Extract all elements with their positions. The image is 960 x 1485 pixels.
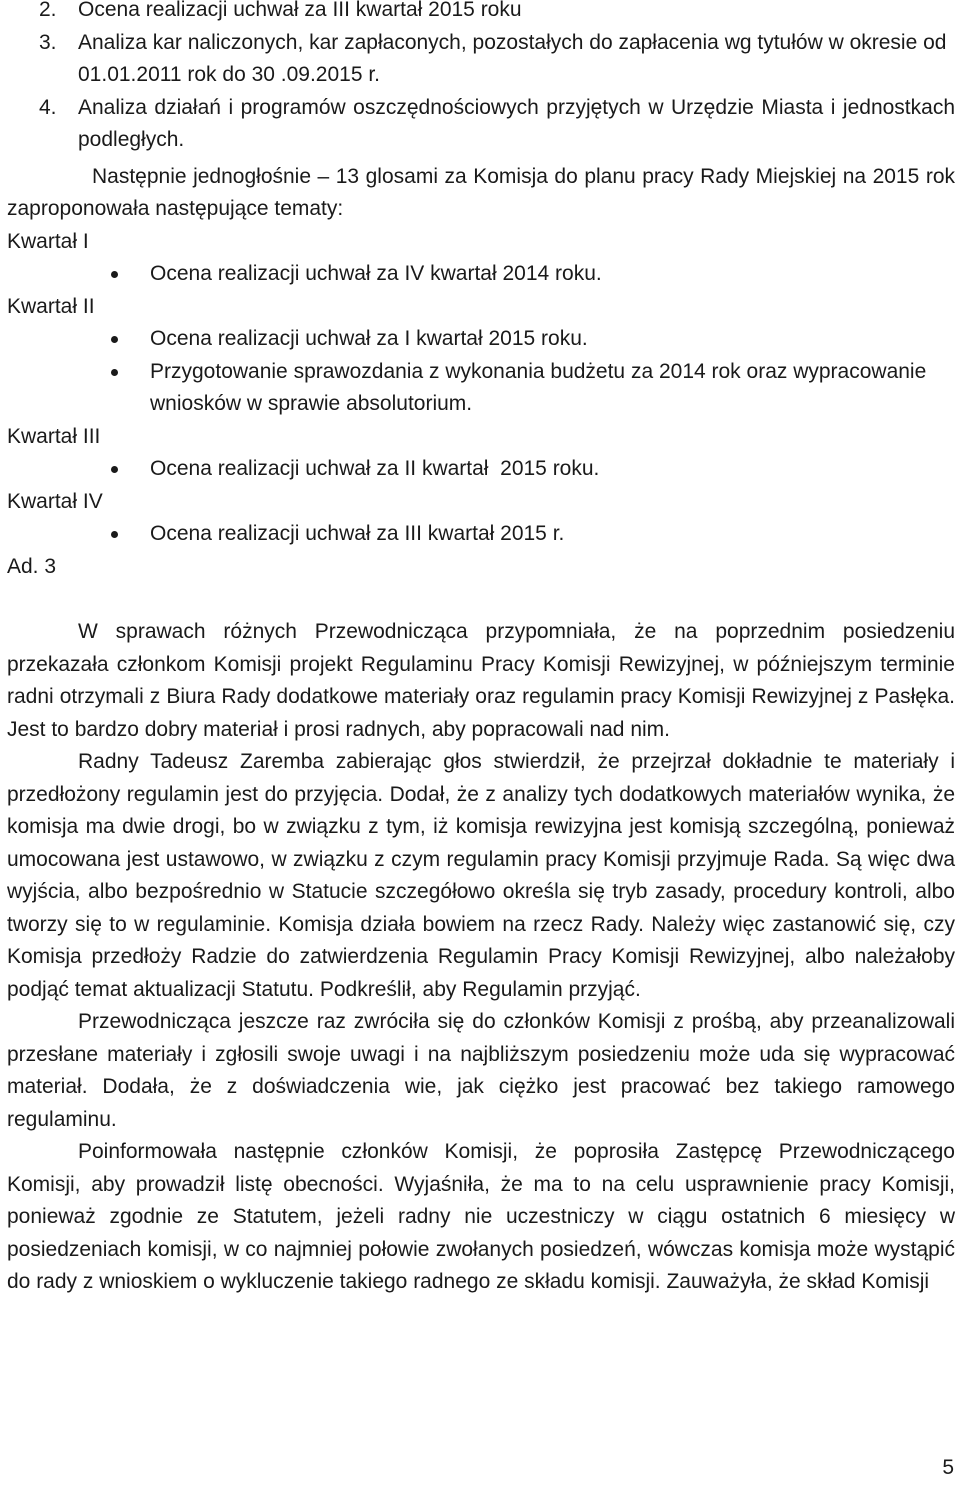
bullet-item xyxy=(7,258,955,291)
numbered-item-3 xyxy=(7,27,955,92)
paragraph-4: Poinformowała następnie członków Komisji, że poprosiła Zastępcę Przewodniczącego Komisji, aby prowadził listę obecności. Wyjaśniła, że ma to na celu usprawnienie pracy Komisji, ponieważ zgodnie ze Statutem, jeżeli radny nie uczestniczy w ciągu ostatnich 6 miesięcy w posiedzeniach komisji, w co najmniej połowie zwołanych posiedzeń, wówczas komisja może wystąpić do rady z wnioskiem o wykluczenie takiego radnego ze składu komisji. Zauważyła, że skład Komisji xyxy=(7,1140,955,1293)
item-text: Analiza działań i programów oszczędnościowych przyjętych w Urzędzie Miasta i jednostkach podległych. xyxy=(78,95,955,151)
bullet-icon xyxy=(111,271,118,278)
quarter-2 xyxy=(7,291,955,421)
intro-paragraph: Następnie jednogłośnie – 13 glosami za Komisja do planu pracy Rady Miejskiej na 2015 rok zaproponowała następujące tematy: xyxy=(7,164,955,220)
ad-heading: Ad. 3 xyxy=(7,554,57,578)
quarter-title: Kwartał I xyxy=(7,229,89,253)
page-number: 5 xyxy=(942,1456,954,1479)
paragraph-2: Radny Tadeusz Zaremba zabierając głos stwierdził, że przejrzał dokładnie te materiały i przedłożony regulamin jest do przyjęcia. Dodał, że z analizy tych dodatkowych materiałów wynika, że komisja ma dwie drogi, bo w związku z tym, iż komisja rewizyjna jest komisją szczególną, ponieważ umocowana jest ustawowo, w związku z czym regulamin pracy Komisji przyjmuje Rada. Są więc dwa wyjścia, albo bezpośrednio w Statucie szczegółowo określa się tryb zasady, procedury kontroli, albo tworzy się to w regulaminie. Komisja działa bowiem na rzecz Rady. Należy więc zastanowić się, czy Komisja przedłoży Radzie do zatwierdzenia Regulamin Pracy Komisji Rewizyjnej, albo należałoby podjąć temat aktualizacji Statutu. Podkreślił, aby Regulamin przyjąć. xyxy=(7,750,955,1001)
paragraph-1: W sprawach różnych Przewodnicząca przypomniała, że na poprzednim posiedzeniu przekazała członkom Komisji projekt Regulaminu Pracy Komisji Rewizyjnej, w późniejszym terminie radni otrzymali z Biura Rady dodatkowe materiały oraz regulamin pracy Komisji Rewizyjnej z Pasłęka. Jest to bardzo dobry materiał i prosi radnych, aby popracowali nad nim. xyxy=(7,620,955,741)
bullet-item xyxy=(7,453,955,486)
bullet-item xyxy=(7,356,955,421)
bullet-item xyxy=(7,518,955,551)
bullet-icon xyxy=(111,531,118,538)
quarter-title: Kwartał IV xyxy=(7,489,103,513)
bullet-icon xyxy=(111,369,118,376)
bullet-icon xyxy=(111,336,118,343)
bullet-text: Ocena realizacji uchwał za III kwartał 2015 r. xyxy=(150,522,565,545)
bullet-text: Ocena realizacji uchwał za II kwartał 2015 roku. xyxy=(150,457,600,480)
quarter-title: Kwartał II xyxy=(7,294,95,318)
bullet-text: Przygotowanie sprawozdania z wykonania budżetu za 2014 rok oraz wypracowanie wniosków w sprawie absolutorium. xyxy=(150,359,927,415)
quarter-1 xyxy=(7,226,955,291)
item-number: 2. xyxy=(39,0,57,21)
bullet-text: Ocena realizacji uchwał za I kwartał 2015 roku. xyxy=(150,327,588,350)
document-page xyxy=(7,0,955,1299)
numbered-item-4 xyxy=(7,92,955,157)
paragraph-3: Przewodnicząca jeszcze raz zwróciła się do członków Komisji z prośbą, aby przeanalizowali przesłane materiały i zgłosili swoje uwagi i na najbliższym posiedzeniu może uda się wypracować materiał. Dodała, że z doświadczenia wie, jak ciężko jest pracować bez takiego ramowego regulaminu. xyxy=(7,1010,955,1131)
item-text: Ocena realizacji uchwał za III kwartał 2015 roku xyxy=(78,0,522,21)
item-number: 3. xyxy=(39,30,57,54)
quarter-4 xyxy=(7,486,955,551)
item-text: Analiza kar naliczonych, kar zapłaconych, pozostałych do zapłacenia wg tytułów w okresie od 01.01.2011 rok do 30 .09.2015 r. xyxy=(78,30,947,86)
bullet-text: Ocena realizacji uchwał za IV kwartał 2014 roku. xyxy=(150,262,602,285)
numbered-item-2 xyxy=(7,0,955,27)
item-number: 4. xyxy=(39,95,57,119)
bullet-item xyxy=(7,323,955,356)
quarter-title: Kwartał III xyxy=(7,424,101,448)
quarter-3 xyxy=(7,421,955,486)
bullet-icon xyxy=(111,466,118,473)
